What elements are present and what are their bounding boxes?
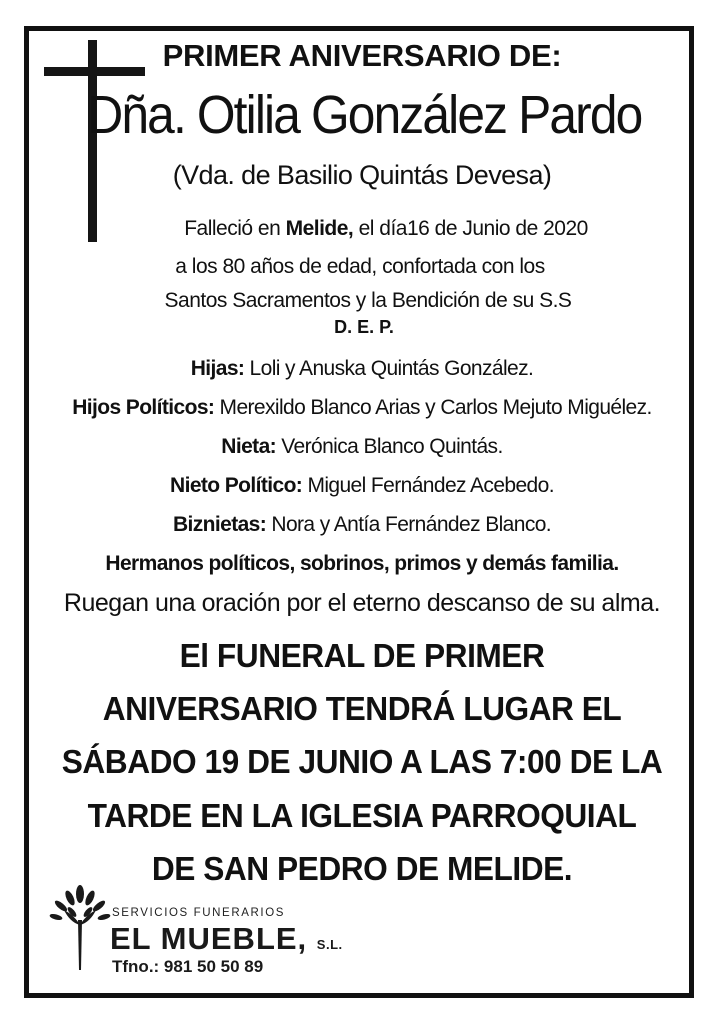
deceased-name: Dña. Otilia González Pardo <box>87 85 642 145</box>
funeral-line-5: DE SAN PEDRO DE MELIDE. <box>151 850 573 887</box>
death-line-1: Falleció en Melide, el día16 de Junio de 2020 <box>184 217 588 240</box>
death-line-2: a los 80 años de edad, confortada con los <box>175 255 545 278</box>
other-family: Hermanos políticos, sobrinos, primos y demás familia. <box>105 552 619 575</box>
logo-phone: Tfno.: 981 50 50 89 <box>112 957 264 976</box>
funeral-line-4: TARDE EN LA IGLESIA PARROQUIAL <box>87 797 637 834</box>
dep-text: D. E. P. <box>334 317 394 337</box>
funeral-line-2: ANIVERSARIO TENDRÁ LUGAR EL <box>102 690 622 727</box>
tree-logo-icon <box>48 880 112 972</box>
death-place: Melide, <box>285 217 354 240</box>
family-hijos-politicos: Hijos Políticos: Merexildo Blanco Arias y Carlos Mejuto Miguélez. <box>72 396 652 419</box>
family-nieto-politico: Nieto Político: Miguel Fernández Acebedo. <box>170 474 554 497</box>
death-line-3: Santos Sacramentos y la Bendición de su S.S <box>164 289 572 312</box>
notice-title: PRIMER ANIVERSARIO DE: <box>162 38 562 73</box>
family-hijas: Hijas: Loli y Anuska Quintás González. <box>190 357 534 380</box>
widow-of: (Vda. de Basilio Quintás Devesa) <box>172 160 552 190</box>
logo-brand: EL MUEBLE, S.L. <box>110 921 343 956</box>
funeral-line-3: SÁBADO 19 DE JUNIO A LAS 7:00 DE LA <box>61 743 663 780</box>
family-nieta: Nieta: Verónica Blanco Quintás. <box>221 435 503 458</box>
logo-subtitle: SERVICIOS FUNERARIOS <box>112 907 286 919</box>
prayer-text: Ruegan una oración por el eterno descanso de su alma. <box>63 589 661 617</box>
funeral-line-1: El FUNERAL DE PRIMER <box>179 637 545 674</box>
family-biznietas: Biznietas: Nora y Antía Fernández Blanco. <box>172 513 552 536</box>
